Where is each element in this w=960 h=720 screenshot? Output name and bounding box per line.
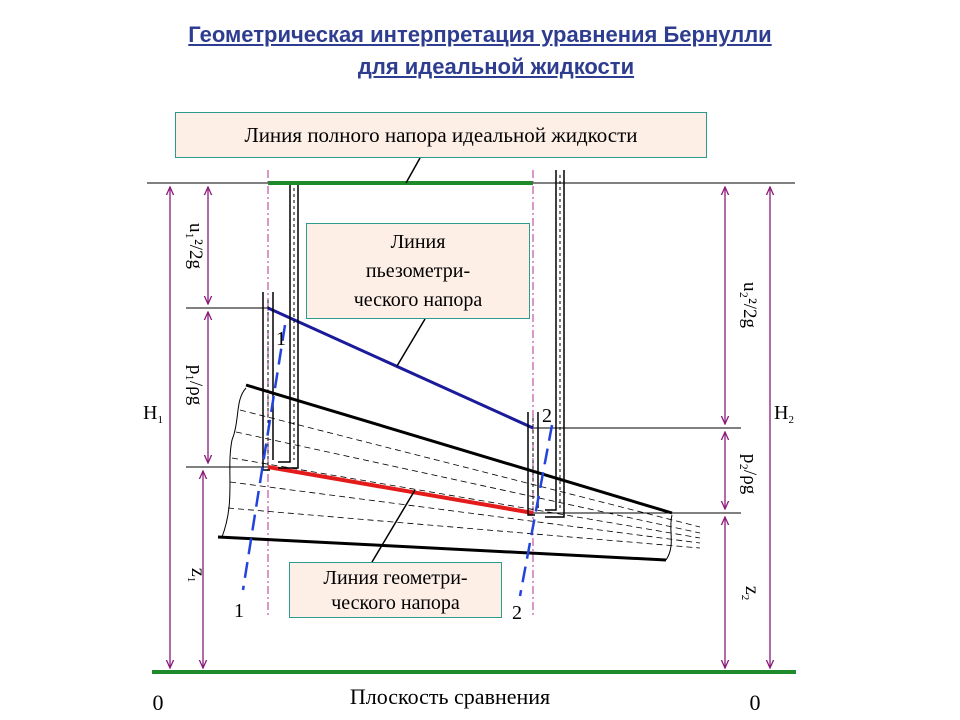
geometric-head-line: [268, 467, 533, 513]
title-line-2: для идеальной жидкости: [357, 54, 635, 79]
leader-piezometric: [397, 319, 425, 366]
section-2-top-label: 2: [542, 405, 552, 427]
title-line-1: Геометрическая интерпретация уравнения Бернулли: [188, 22, 772, 47]
pipe-bottom-wall: [218, 537, 666, 560]
datum-zero-right: 0: [749, 690, 761, 715]
piezometric-head-label-line-1: Линия: [390, 231, 446, 253]
piezometric-head-label-line-2: пьезометри-: [365, 260, 471, 282]
geometric-head-label: [289, 562, 502, 618]
datum-plane-label: Плоскость сравнения: [349, 684, 551, 709]
z2-label: $z_2$: [739, 585, 763, 601]
leader-geometric: [372, 490, 415, 562]
geometric-head-label-line-1: Линия геометри-: [323, 567, 468, 589]
section-1-bottom-label: 1: [234, 600, 244, 622]
piezometric-head-label: [306, 223, 530, 319]
geometric-head-label-line-2: ческого напора: [331, 592, 460, 614]
piezometric-head-line: [268, 308, 533, 428]
total-head-label: Линия полного напора идеальной жидкости: [175, 112, 707, 158]
p2-pressure-head-label: p₂/ρg: [739, 453, 760, 495]
section-cut-1-1: [243, 325, 285, 590]
piezometric-head-label-line-3: ческого напора: [353, 289, 483, 311]
z1-label: $z_1$: [185, 567, 209, 583]
pitot-tube-1: [278, 185, 298, 468]
u1-velocity-head-label: u₁²/2g: [185, 222, 206, 270]
pitot-tube-2: [545, 170, 564, 517]
u2-velocity-head-label: u₂²/2g: [739, 281, 760, 329]
pipe-top-wall: [246, 385, 672, 513]
h1-label: $H_1$: [143, 402, 163, 426]
pipe-flow-lines: [228, 410, 700, 548]
section-2-bottom-label: 2: [512, 602, 522, 624]
h2-label: $H_2$: [774, 402, 794, 426]
datum-zero-left: 0: [152, 690, 164, 715]
pipe-right-break: [666, 515, 672, 560]
leader-total-head: [406, 158, 420, 183]
p1-pressure-head-label: p₁/ρg: [185, 364, 206, 406]
section-1-top-label: 1: [276, 328, 286, 350]
